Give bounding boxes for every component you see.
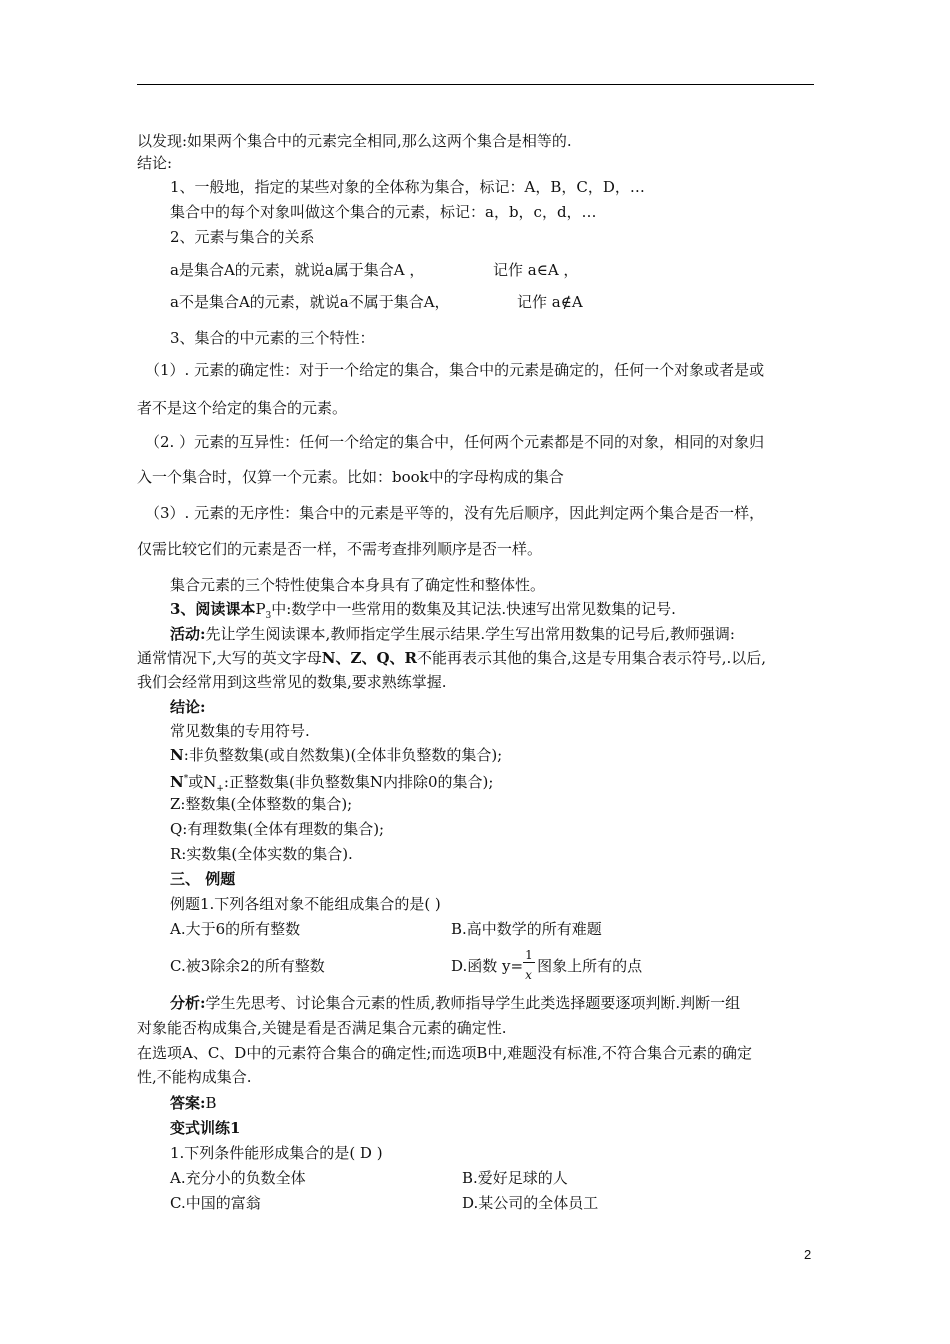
activity-symbols: N、Z、Q、R: [321, 649, 417, 667]
conclusion-2-label: 结论:: [170, 698, 206, 716]
set-N: [170, 745, 502, 765]
fraction-denominator: x: [525, 968, 532, 982]
set-Nstar-text: :正整数集(非负整数集N内排除0的集合);: [223, 773, 494, 791]
answer-line: [170, 1093, 217, 1113]
activity-text-2a: 通常情况下,大写的英文字母: [137, 649, 322, 667]
set-N-text: :非负整数集(或自然数集)(全体非负整数的集合);: [183, 746, 503, 764]
conclusion-label: 结论:: [137, 154, 173, 172]
example-1-option-C: C.被3除余2的所有整数: [170, 957, 325, 975]
belongs-notation: 记作 a∈A ，: [493, 261, 579, 279]
example-1-option-D: [451, 948, 643, 982]
fraction-bar: [523, 962, 535, 963]
variant-training-label: 变式训练1: [170, 1119, 241, 1137]
feature-3-line-a: （3）. 元素的无序性：集合中的元素是平等的，没有先后顺序，因此判定两个集合是否一样，: [145, 504, 765, 522]
set-Nstar-sup: *: [183, 774, 189, 784]
conclusion-item-1b: 集合中的每个对象叫做这个集合的元素，标记：a，b，c，d，…: [170, 203, 597, 221]
activity-text-2c: 不能再表示其他的集合,这是专用集合表示符号,.以后,: [416, 649, 767, 667]
not-belongs-text: a不是集合A的元素，就说a不属于集合A，: [170, 293, 450, 311]
reading-label: 3、阅读课本: [170, 600, 256, 618]
sets-title: 常见数集的专用符号.: [170, 722, 310, 740]
set-N-symbol: N: [170, 746, 184, 764]
analysis-line-2: 对象能否构成集合,关键是看是否满足集合元素的确定性.: [137, 1019, 507, 1037]
activity-line-1: [170, 624, 735, 644]
option-D-prefix: D.函数 y=: [451, 957, 524, 975]
feature-1-line-a: （1）. 元素的确定性：对于一个给定的集合，集合中的元素是确定的，任何一个对象或者是或: [145, 361, 765, 379]
variant-option-C: C.中国的富翁: [170, 1194, 261, 1212]
page-number: 2: [804, 1247, 812, 1262]
not-belongs-notation: 记作 a∉A: [517, 293, 583, 311]
section-3-heading: 三、 例题: [170, 870, 236, 888]
feature-1-line-b: 者不是这个给定的集合的元素。: [137, 399, 348, 417]
conclusion-item-3: 3、集合的中元素的三个特性：: [170, 329, 375, 347]
variant-option-D: D.某公司的全体员工: [462, 1194, 599, 1212]
paragraph-line: 以发现:如果两个集合中的元素完全相同,那么这两个集合是相等的.: [137, 132, 572, 150]
analysis-text-1: 学生先思考、讨论集合元素的性质,教师指导学生此类选择题要逐项判断.判断一组: [205, 994, 741, 1012]
example-1-option-B: B.高中数学的所有难题: [451, 920, 602, 938]
analysis-line-3: 在选项A、C、D中的元素符合集合的确定性;而选项B中,难题没有标准,不符合集合元素的确定: [137, 1044, 752, 1062]
example-1-question: 例题1.下列各组对象不能组成集合的是( ): [170, 895, 441, 913]
feature-2-line-a: （2. ）元素的互异性：任何一个给定的集合中，任何两个元素都是不同的对象，相同的对象归: [145, 433, 765, 451]
conclusion-item-2: 2、元素与集合的关系: [170, 228, 315, 246]
conclusion-item-1a: 1、一般地，指定的某些对象的全体称为集合，标记：A，B，C，D，…: [170, 178, 645, 196]
feature-2-line-b: 入一个集合时，仅算一个元素。比如：book中的字母构成的集合: [137, 468, 564, 486]
set-Nstar-or: 或N: [188, 773, 217, 791]
feature-3-line-b: 仅需比较它们的元素是否一样，不需考查排列顺序是否一样。: [137, 540, 543, 558]
option-D-suffix: 图象上所有的点: [537, 957, 643, 975]
reading-page-sub: 3: [265, 611, 272, 621]
reading-line: [170, 599, 676, 626]
activity-line-3: 我们会经常用到这些常见的数集,要求熟练掌握.: [137, 673, 447, 691]
analysis-label: 分析:: [170, 994, 206, 1012]
activity-text-1: 先让学生阅读课本,教师指定学生展示结果.学生写出常用数集的记号后,教师强调:: [205, 625, 735, 643]
example-1-option-A: A.大于6的所有整数: [170, 920, 301, 938]
variant-question-1: 1.下列条件能形成集合的是( D ): [170, 1144, 383, 1162]
set-Z: Z:整数集(全体整数的集合);: [170, 795, 353, 813]
activity-label: 活动:: [170, 625, 206, 643]
set-R: R:实数集(全体实数的集合).: [170, 845, 353, 863]
set-Nstar-symbol: N: [170, 773, 184, 791]
answer-label: 答案:: [170, 1094, 206, 1112]
reading-text: 中:数学中一些常用的数集及其记法.快速写出常见数集的记号.: [271, 600, 676, 618]
set-Nstar-sub: +: [216, 784, 224, 794]
header-rule: [137, 84, 814, 85]
reading-page: P: [255, 600, 266, 618]
answer-value: B: [205, 1094, 217, 1112]
fraction-one-over-x: [523, 948, 537, 982]
features-summary: 集合元素的三个特性使集合本身具有了确定性和整体性。: [170, 576, 546, 594]
analysis-line-4: 性,不能构成集合.: [137, 1068, 252, 1086]
variant-option-B: B.爱好足球的人: [462, 1169, 568, 1187]
activity-line-2: [137, 648, 766, 668]
belongs-text: a是集合A的元素，就说a属于集合A ，: [170, 261, 425, 279]
analysis-line-1: [170, 993, 740, 1013]
set-Q: Q:有理数集(全体有理数的集合);: [170, 820, 385, 838]
variant-option-A: A.充分小的负数全体: [170, 1169, 306, 1187]
fraction-numerator: 1: [525, 948, 533, 962]
